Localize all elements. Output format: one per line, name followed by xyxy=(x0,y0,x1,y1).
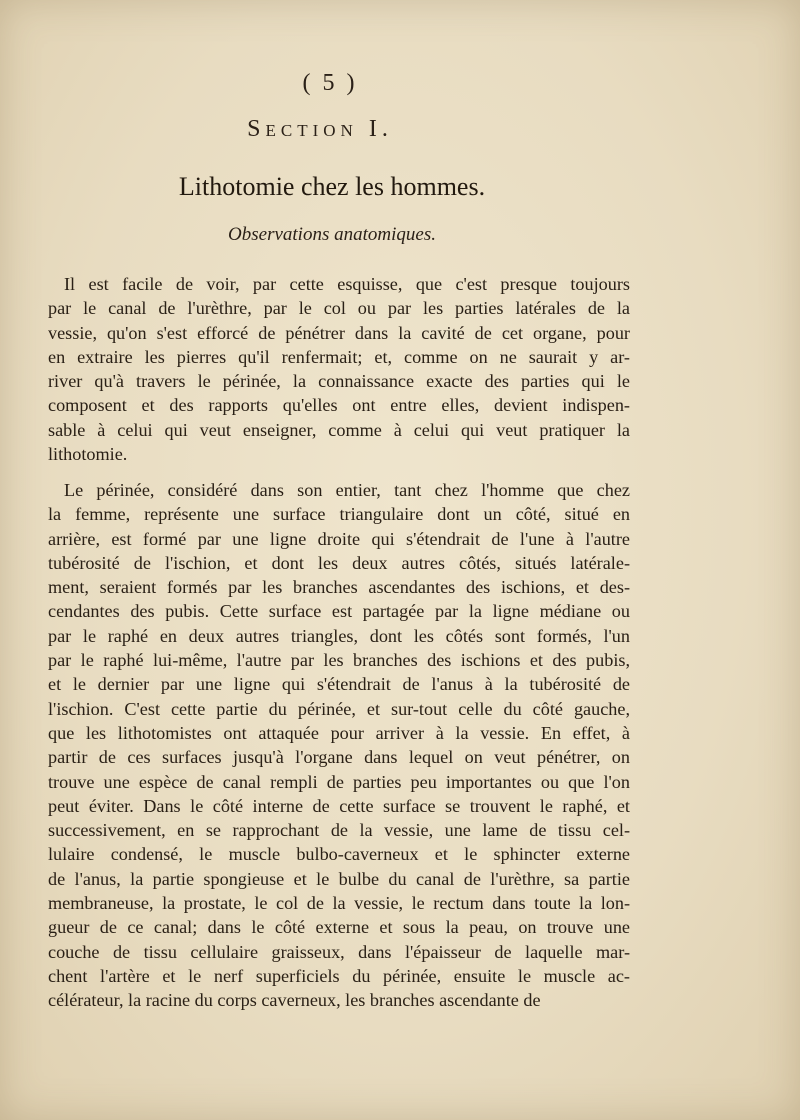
text-line: cendantes des pubis. Cette surface est partagée par la ligne médiane ou xyxy=(48,601,630,622)
text-line: peut éviter. Dans le côté interne de cette surface se trouvent le raphé, et xyxy=(48,795,630,816)
text-line: célérateur, la racine du corps caverneux, les branches ascendante de xyxy=(48,990,541,1011)
text-line: arrière, est formé par une ligne droite qui s'étendrait de l'une à l'autre xyxy=(48,528,630,549)
paragraph-2 xyxy=(48,478,630,1013)
text-line: en extraire les pierres qu'il renfermait; et, comme on ne saurait y ar- xyxy=(48,346,630,367)
text-line: river qu'à travers le périnée, la connaissance exacte des parties qui le xyxy=(48,371,630,392)
text-line: gueur de ce canal; dans le côté externe et sous la peau, on trouve une xyxy=(48,917,630,938)
text-line: trouve une espèce de canal rempli de parties peu importantes ou que l'on xyxy=(48,771,630,792)
text-line: lulaire condensé, le muscle bulbo-caverneux et le sphincter externe xyxy=(48,844,630,865)
text-line: Il est facile de voir, par cette esquisse, que c'est presque toujours xyxy=(64,274,630,294)
text-line: Le périnée, considéré dans son entier, tant chez l'homme que chez xyxy=(64,480,630,500)
text-line: la femme, représente une surface triangulaire dont un côté, situé en xyxy=(48,504,630,525)
text-line: sable à celui qui veut enseigner, comme à celui qui veut pratiquer la xyxy=(48,419,630,440)
text-line: membraneuse, la prostate, le col de la vessie, le rectum dans toute la lon- xyxy=(48,893,630,914)
text-line: vessie, qu'on s'est efforcé de pénétrer dans la cavité de cet organe, pour xyxy=(48,322,630,343)
text-line: l'ischion. C'est cette partie du périnée, et sur-tout celle du côté gauche, xyxy=(48,698,630,719)
text-line: ment, seraient formés par les branches ascendantes des ischions, et des- xyxy=(48,577,630,598)
text-line: lithotomie. xyxy=(48,444,128,465)
page-number: ( 5 ) xyxy=(302,70,358,96)
section-subtitle: Observations anatomiques. xyxy=(228,224,436,245)
text-line: successivement, en se rapprochant de la vessie, une lame de tissu cel- xyxy=(48,820,630,841)
text-line: que les lithotomistes ont attaquée pour arriver à la vessie. En effet, à xyxy=(48,722,630,743)
paragraph-1 xyxy=(48,272,630,466)
chapter-title: Lithotomie chez les hommes. xyxy=(178,172,486,201)
text-line: couche de tissu cellulaire graisseux, dans l'épaisseur de laquelle mar- xyxy=(48,941,630,962)
section-heading: Section I. xyxy=(247,116,393,142)
text-line: de l'anus, la partie spongieuse et le bulbe du canal de l'urèthre, sa partie xyxy=(48,868,630,889)
text-line: composent et des rapports qu'elles ont entre elles, devient indispen- xyxy=(48,395,630,416)
text-line: tubérosité de l'ischion, et dont les deux autres côtés, situés latérale- xyxy=(48,552,630,573)
text-line: partir de ces surfaces jusqu'à l'organe dans lequel on veut pénétrer, on xyxy=(48,747,630,768)
text-line: par le raphé en deux autres triangles, dont les côtés sont formés, l'un xyxy=(48,625,630,646)
text-line: par le raphé lui-même, l'autre par les branches des ischions et des pubis, xyxy=(48,650,630,671)
text-line: par le canal de l'urèthre, par le col ou par les parties latérales de la xyxy=(48,298,630,319)
text-line: et le dernier par une ligne qui s'étendrait de l'anus à la tubérosité de xyxy=(48,674,630,695)
text-line: chent l'artère et le nerf superficiels du périnée, ensuite le muscle ac- xyxy=(48,965,630,986)
